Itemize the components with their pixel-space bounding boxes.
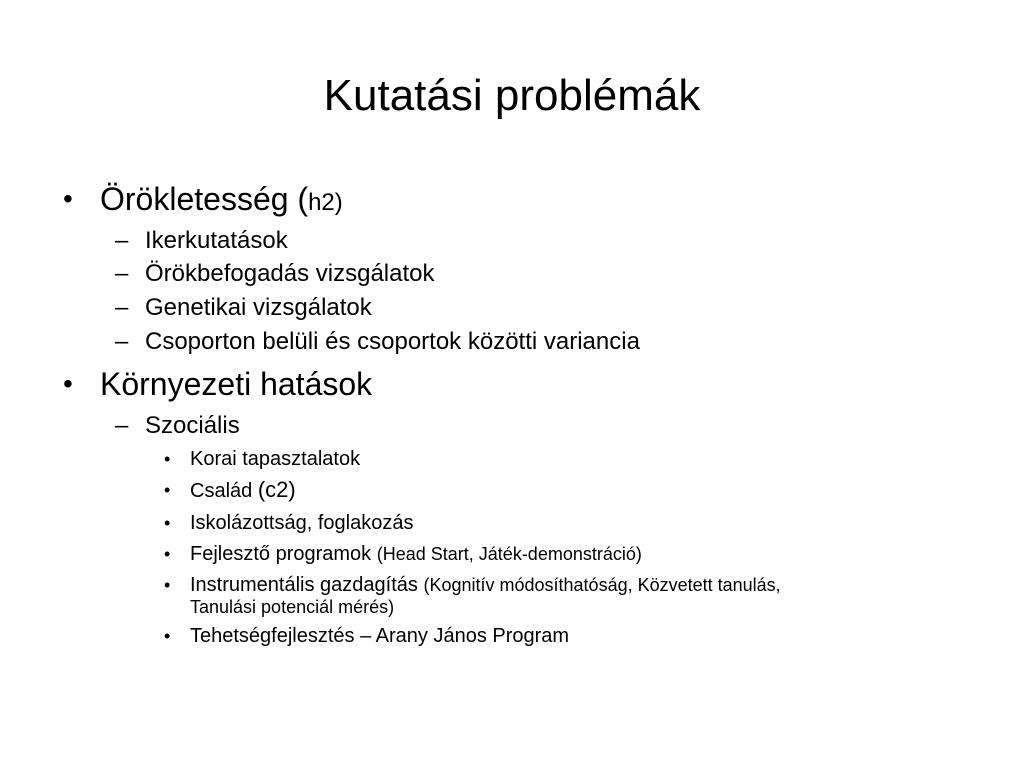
heredity-close: ): [334, 189, 343, 216]
instrumental-detail-continuation: Tanulási potenciál mérés): [190, 597, 395, 617]
instrumental-detail: (Kognitív módosíthatóság, Közvetett tanulás,: [423, 575, 781, 595]
bullet-marker: •: [164, 575, 171, 595]
list-item-text: Örökbefogadás vizsgálatok: [145, 260, 435, 287]
bullet-marker: •: [164, 513, 171, 533]
instrumental-label: Instrumentális gazdagítás: [190, 574, 424, 596]
dev-programs-detail: (Head Start, Játék-demonstráció): [376, 544, 642, 564]
list-item-text: Korai tapasztalatok: [190, 448, 361, 470]
list-item-text: [190, 541, 642, 567]
bullet-marker: •: [164, 480, 171, 500]
bullet-marker: •: [164, 626, 171, 646]
bullet-marker: •: [164, 449, 171, 469]
list-item-text: Csoporton belüli és csoportok közötti variancia: [145, 328, 640, 355]
heredity-symbol: h2: [308, 189, 335, 216]
dash-marker: –: [115, 227, 129, 254]
bullet-heredity-text: [100, 179, 343, 223]
dev-programs-label: Fejlesztő programok: [190, 543, 377, 565]
slide-title: Kutatási problémák: [323, 71, 701, 120]
list-item-text: Tehetségfejlesztés – Arany János Program: [190, 625, 570, 647]
bullet-marker: •: [63, 183, 73, 214]
heredity-label: Örökletesség (: [100, 181, 309, 217]
list-item-text: [190, 477, 296, 504]
bullet-marker: •: [164, 544, 171, 564]
dash-marker: –: [115, 412, 129, 439]
dash-marker: –: [115, 260, 129, 287]
list-item-text: Genetikai vizsgálatok: [145, 294, 372, 321]
list-item-social-text: Szociális: [145, 412, 240, 439]
list-item-text: Ikerkutatások: [145, 227, 288, 254]
dash-marker: –: [115, 328, 129, 355]
family-label: Család: [190, 480, 258, 502]
dash-marker: –: [115, 294, 129, 321]
bullet-marker: •: [63, 368, 73, 399]
bullet-environment-text: Környezeti hatások: [100, 366, 373, 402]
list-item-text: Iskolázottság, foglakozás: [190, 512, 414, 534]
family-symbol: (c2): [257, 477, 296, 502]
